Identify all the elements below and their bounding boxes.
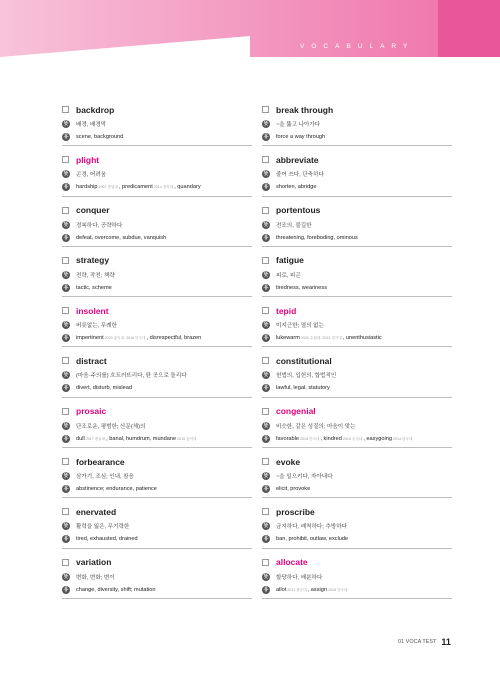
- synonym-row: [262, 383, 452, 393]
- exam-source-tag: 2014 한국대: [392, 436, 413, 441]
- checkbox[interactable]: [262, 257, 269, 264]
- meaning-row: [62, 270, 252, 280]
- synonym-row: [62, 132, 252, 142]
- synonym-icon: 유: [263, 335, 269, 342]
- synonym-row: [262, 434, 452, 444]
- meaning-text: 미지근한; 열의 없는: [276, 323, 324, 330]
- header-fold: [0, 36, 250, 57]
- page-header: [0, 0, 500, 57]
- synonym-text: [276, 486, 310, 492]
- exam-source-tag: 2021 광운대: [287, 587, 307, 592]
- meaning-icon: 뜻: [263, 372, 269, 379]
- meaning-row: [62, 169, 252, 179]
- synonym-word: , banal, humdrum, mundane: [106, 435, 177, 442]
- meaning-text: 할당하다, 배분하다: [276, 574, 323, 581]
- checkbox[interactable]: [62, 207, 69, 214]
- checkbox[interactable]: [62, 156, 69, 163]
- headword: abbreviate: [276, 154, 319, 165]
- synonym-text: [76, 335, 201, 341]
- synonym-row: [262, 132, 452, 142]
- synonym-word: lukewarm: [276, 335, 300, 342]
- meaning-row: [262, 370, 452, 380]
- meaning-row: [262, 169, 452, 179]
- meaning-row: [262, 521, 452, 531]
- headword: congenial: [276, 406, 316, 417]
- synonym-text: [276, 436, 413, 442]
- page-number: 11: [441, 637, 451, 647]
- meaning-text: ~을 뚫고 나아가다: [276, 122, 321, 128]
- headword: break through: [276, 104, 334, 115]
- synonym-row: [62, 182, 252, 192]
- meaning-text: ~을 일으키다, 자아내다: [276, 474, 333, 481]
- headword-row: [262, 556, 452, 569]
- synonym-icon: 유: [63, 536, 69, 543]
- exam-source-tag: 2020 수원대, 2013 경기대: [300, 336, 342, 341]
- exam-source-tag: 2014 경북대: [153, 185, 174, 190]
- checkbox[interactable]: [262, 408, 269, 415]
- meaning-icon: 뜻: [263, 221, 269, 228]
- meaning-row: [62, 572, 252, 582]
- vocab-entry: [262, 146, 452, 196]
- synonym-word: , kindred: [320, 435, 342, 442]
- synonym-text: [276, 235, 358, 241]
- vocab-entry: [262, 448, 452, 498]
- meaning-icon: 뜻: [63, 473, 69, 480]
- headword-row: [262, 505, 452, 518]
- meaning-row: [262, 572, 452, 582]
- meaning-row: [262, 320, 452, 330]
- meaning-row: [262, 270, 452, 280]
- meaning-row: [62, 370, 252, 380]
- headword: strategy: [76, 255, 110, 266]
- synonym-row: [62, 233, 252, 243]
- checkbox[interactable]: [262, 508, 269, 515]
- synonym-text: [76, 184, 201, 190]
- synonym-word: dull: [76, 435, 85, 442]
- synonym-row: [262, 333, 452, 343]
- synonym-word: , unenthusiastic: [342, 335, 382, 342]
- meaning-icon: 뜻: [63, 121, 69, 127]
- headword: conquer: [76, 205, 110, 216]
- headword: prosaic: [76, 406, 107, 417]
- meaning-icon: 뜻: [263, 271, 269, 278]
- synonym-row: [62, 484, 252, 494]
- vocab-entry: [62, 549, 252, 599]
- synonym-text: [76, 587, 156, 593]
- vocab-entry: [262, 398, 452, 448]
- meaning-icon: 뜻: [63, 573, 69, 580]
- synonym-word: , easygoing: [363, 435, 392, 442]
- synonym-word: , quandary: [174, 184, 201, 191]
- vocab-entry: [62, 146, 252, 196]
- synonym-word: threatening, foreboding, ominous: [276, 234, 358, 241]
- synonym-text: [76, 385, 132, 391]
- synonym-text: [76, 436, 198, 442]
- checkbox[interactable]: [262, 106, 269, 113]
- meaning-icon: 뜻: [263, 573, 269, 580]
- synonym-icon: 유: [263, 184, 269, 191]
- synonym-icon: 유: [63, 435, 69, 442]
- synonym-row: [262, 233, 452, 243]
- synonym-text: [276, 536, 348, 542]
- synonym-text: [76, 536, 138, 542]
- headword-row: [62, 204, 252, 217]
- meaning-text: 활력을 잃은, 무기력한: [76, 524, 130, 531]
- meaning-text: 전략, 작전; 책략: [76, 272, 115, 279]
- meaning-icon: 뜻: [63, 271, 69, 278]
- meaning-row: [262, 421, 452, 431]
- checkbox[interactable]: [262, 357, 269, 364]
- exam-source-tag: 2015 숭실대: [342, 436, 363, 441]
- meaning-row: [62, 220, 252, 230]
- vocab-entry: [62, 247, 252, 297]
- meaning-row: [262, 220, 452, 230]
- headword-row: [62, 455, 252, 468]
- meaning-icon: 뜻: [63, 422, 69, 429]
- vocab-entry: [262, 197, 452, 247]
- meaning-row: [62, 521, 252, 531]
- synonym-icon: 유: [63, 335, 69, 342]
- meaning-row: [62, 119, 252, 129]
- headword: fatigue: [276, 255, 304, 266]
- synonym-icon: 유: [263, 234, 269, 241]
- vocab-entry: [62, 448, 252, 498]
- synonym-icon: 유: [263, 586, 269, 593]
- synonym-word: tiredness, weariness: [276, 284, 327, 291]
- synonym-word: hardship: [76, 184, 98, 191]
- synonym-row: [262, 585, 452, 595]
- meaning-icon: 뜻: [263, 523, 269, 530]
- checkbox[interactable]: [262, 207, 269, 214]
- headword-row: [262, 153, 452, 166]
- vocab-entry: [262, 498, 452, 548]
- synonym-word: tactic, scheme: [76, 284, 112, 291]
- headword: backdrop: [76, 104, 115, 115]
- meaning-icon: 뜻: [63, 322, 69, 329]
- vocab-entry: [62, 347, 252, 397]
- headword: plight: [76, 154, 100, 165]
- meaning-text: 배경, 배경막: [76, 122, 107, 128]
- synonym-text: [76, 134, 123, 140]
- synonym-text: [276, 587, 348, 593]
- checkbox[interactable]: [262, 458, 269, 465]
- meaning-icon: 뜻: [263, 473, 269, 480]
- headword-row: [62, 153, 252, 166]
- meaning-icon: 뜻: [63, 171, 69, 178]
- synonym-word: lawful, legal, statutory: [276, 385, 330, 392]
- vocab-entry: [62, 197, 252, 247]
- headword: tepid: [276, 305, 297, 316]
- synonym-text: [276, 285, 327, 291]
- exam-source-tag: 2007 중앙대: [98, 185, 118, 190]
- headword: constitutional: [276, 355, 332, 366]
- checkbox[interactable]: [262, 156, 269, 163]
- exam-source-tag: 2020 홍익대, 2016 단국대: [104, 336, 146, 341]
- synonym-word: force a way through: [276, 134, 326, 140]
- synonym-text: [276, 335, 382, 341]
- synonym-word: favorable: [276, 435, 300, 442]
- synonym-icon: 유: [263, 134, 269, 140]
- synonym-text: [76, 235, 166, 241]
- synonym-word: , predicament: [118, 184, 153, 191]
- synonym-row: [262, 182, 452, 192]
- vocab-entry: [62, 96, 252, 146]
- synonym-word: elicit, provoke: [276, 486, 311, 493]
- headword: enervated: [76, 506, 117, 517]
- meaning-text: 버릇없는, 무례한: [76, 323, 117, 330]
- meaning-icon: 뜻: [63, 523, 69, 530]
- synonym-text: [76, 486, 157, 492]
- vocab-entry: [262, 96, 452, 146]
- meaning-text: (마음·주의를) 흐트러뜨리다, 딴 곳으로 돌리다: [76, 373, 187, 380]
- synonym-word: allot: [276, 586, 287, 593]
- exam-source-tag: 2018 단국대: [300, 436, 320, 441]
- right-column: [262, 96, 452, 599]
- synonym-word: , disrespectful, brazen: [146, 335, 202, 342]
- meaning-row: [62, 421, 252, 431]
- headword: distract: [76, 355, 107, 366]
- synonym-word: abstinence; endurance, patience: [76, 486, 157, 493]
- headword-row: [62, 354, 252, 367]
- left-column: [62, 96, 252, 599]
- synonym-icon: 유: [63, 134, 69, 140]
- vocab-entry: [262, 549, 452, 599]
- meaning-text: 헌법의, 입헌의, 합법적인: [276, 373, 337, 380]
- synonym-text: [276, 134, 325, 140]
- page-footer: [398, 637, 451, 647]
- meaning-icon: 뜻: [263, 171, 269, 178]
- synonym-icon: 유: [263, 284, 269, 291]
- synonym-row: [262, 534, 452, 544]
- meaning-text: 삼가기, 조심; 인내, 참음: [76, 474, 134, 481]
- synonym-icon: 유: [263, 536, 269, 543]
- synonym-word: divert, disturb, mislead: [76, 385, 132, 392]
- vocab-entry: [262, 247, 452, 297]
- synonym-word: impertinent: [76, 335, 104, 342]
- meaning-text: 정복하다, 공략하다: [76, 222, 123, 229]
- meaning-text: 비슷한, 같은 성질의; 마음이 맞는: [276, 423, 356, 430]
- vocab-entry: [262, 297, 452, 347]
- checkbox[interactable]: [62, 408, 69, 415]
- checkbox[interactable]: [62, 559, 69, 566]
- synonym-text: [276, 385, 330, 391]
- checkbox[interactable]: [62, 106, 69, 113]
- synonym-word: scene, background: [76, 134, 124, 140]
- headword-row: [262, 103, 452, 116]
- headword: forbearance: [76, 456, 125, 467]
- synonym-icon: 유: [63, 486, 69, 493]
- headword-row: [62, 103, 252, 116]
- meaning-text: 줄여 쓰다, 단축하다: [276, 172, 324, 179]
- headword: portentous: [276, 205, 321, 216]
- synonym-word: defeat, overcome, subdue, vanquish: [76, 234, 167, 241]
- headword-row: [262, 354, 452, 367]
- meaning-icon: 뜻: [263, 422, 269, 429]
- checkbox[interactable]: [62, 307, 69, 314]
- synonym-icon: 유: [63, 385, 69, 392]
- synonym-icon: 유: [63, 184, 69, 191]
- synonym-row: [62, 434, 252, 444]
- vocab-entry: [62, 498, 252, 548]
- meaning-icon: 뜻: [263, 322, 269, 329]
- synonym-word: tired, exhausted, drained: [76, 536, 138, 543]
- meaning-text: 금지하다, 배척하다; 추방하다: [276, 524, 348, 531]
- headword-row: [62, 505, 252, 518]
- synonym-icon: 유: [263, 385, 269, 392]
- synonym-icon: 유: [263, 486, 269, 493]
- headword-row: [62, 405, 252, 418]
- exam-source-tag: 2015 홍익대: [177, 436, 197, 441]
- headword: evoke: [276, 456, 301, 467]
- meaning-text: 피로, 피곤: [276, 272, 301, 279]
- synonym-word: ban, prohibit, outlaw, exclude: [276, 536, 349, 543]
- synonym-icon: 유: [63, 234, 69, 241]
- headword-row: [62, 556, 252, 569]
- vocab-entry: [62, 297, 252, 347]
- vocab-entry: [62, 398, 252, 448]
- synonym-row: [62, 383, 252, 393]
- headword: insolent: [76, 305, 109, 316]
- headword-row: [62, 254, 252, 267]
- headword-row: [262, 254, 452, 267]
- section-label: VOCABULARY: [300, 43, 415, 50]
- synonym-icon: 유: [63, 284, 69, 291]
- checkbox[interactable]: [262, 559, 269, 566]
- headword-row: [62, 304, 252, 317]
- meaning-text: 단조로운, 평범한; 산문(체)의: [76, 423, 146, 430]
- meaning-icon: 뜻: [63, 221, 69, 228]
- synonym-row: [62, 585, 252, 595]
- meaning-text: 전조의, 불길한: [276, 222, 312, 229]
- synonym-row: [262, 484, 452, 494]
- synonym-word: , assign: [307, 586, 327, 593]
- headword-row: [262, 455, 452, 468]
- checkbox[interactable]: [62, 257, 69, 264]
- meaning-row: [62, 320, 252, 330]
- synonym-row: [262, 283, 452, 293]
- headword: allocate: [276, 557, 308, 568]
- meaning-row: [262, 119, 452, 129]
- meaning-text: 변화, 변화; 변이: [76, 574, 115, 581]
- header-tab: [438, 0, 500, 57]
- synonym-word: change, diversity, shift; mutation: [76, 586, 156, 593]
- meaning-row: [262, 471, 452, 481]
- checkbox[interactable]: [62, 508, 69, 515]
- headword-row: [262, 304, 452, 317]
- synonym-word: shorten, abridge: [276, 184, 317, 191]
- checkbox[interactable]: [62, 357, 69, 364]
- headword-row: [262, 405, 452, 418]
- synonym-row: [62, 283, 252, 293]
- meaning-text: 곤경, 어려움: [76, 172, 107, 179]
- synonym-text: [76, 285, 112, 291]
- synonym-row: [62, 534, 252, 544]
- synonym-row: [62, 333, 252, 343]
- headword: variation: [76, 557, 112, 568]
- footer-label: 01 VOCA TEST: [398, 639, 437, 645]
- vocab-entry: [262, 347, 452, 397]
- meaning-icon: 뜻: [263, 121, 269, 127]
- checkbox[interactable]: [262, 307, 269, 314]
- exam-source-tag: 2017 중앙대: [85, 436, 106, 441]
- headword: proscribe: [276, 506, 315, 517]
- checkbox[interactable]: [62, 458, 69, 465]
- synonym-icon: 유: [263, 435, 269, 442]
- meaning-row: [62, 471, 252, 481]
- exam-source-tag: 2016 단국대: [327, 587, 348, 592]
- meaning-icon: 뜻: [63, 372, 69, 379]
- synonym-text: [276, 184, 316, 190]
- headword-row: [262, 204, 452, 217]
- synonym-icon: 유: [63, 586, 69, 593]
